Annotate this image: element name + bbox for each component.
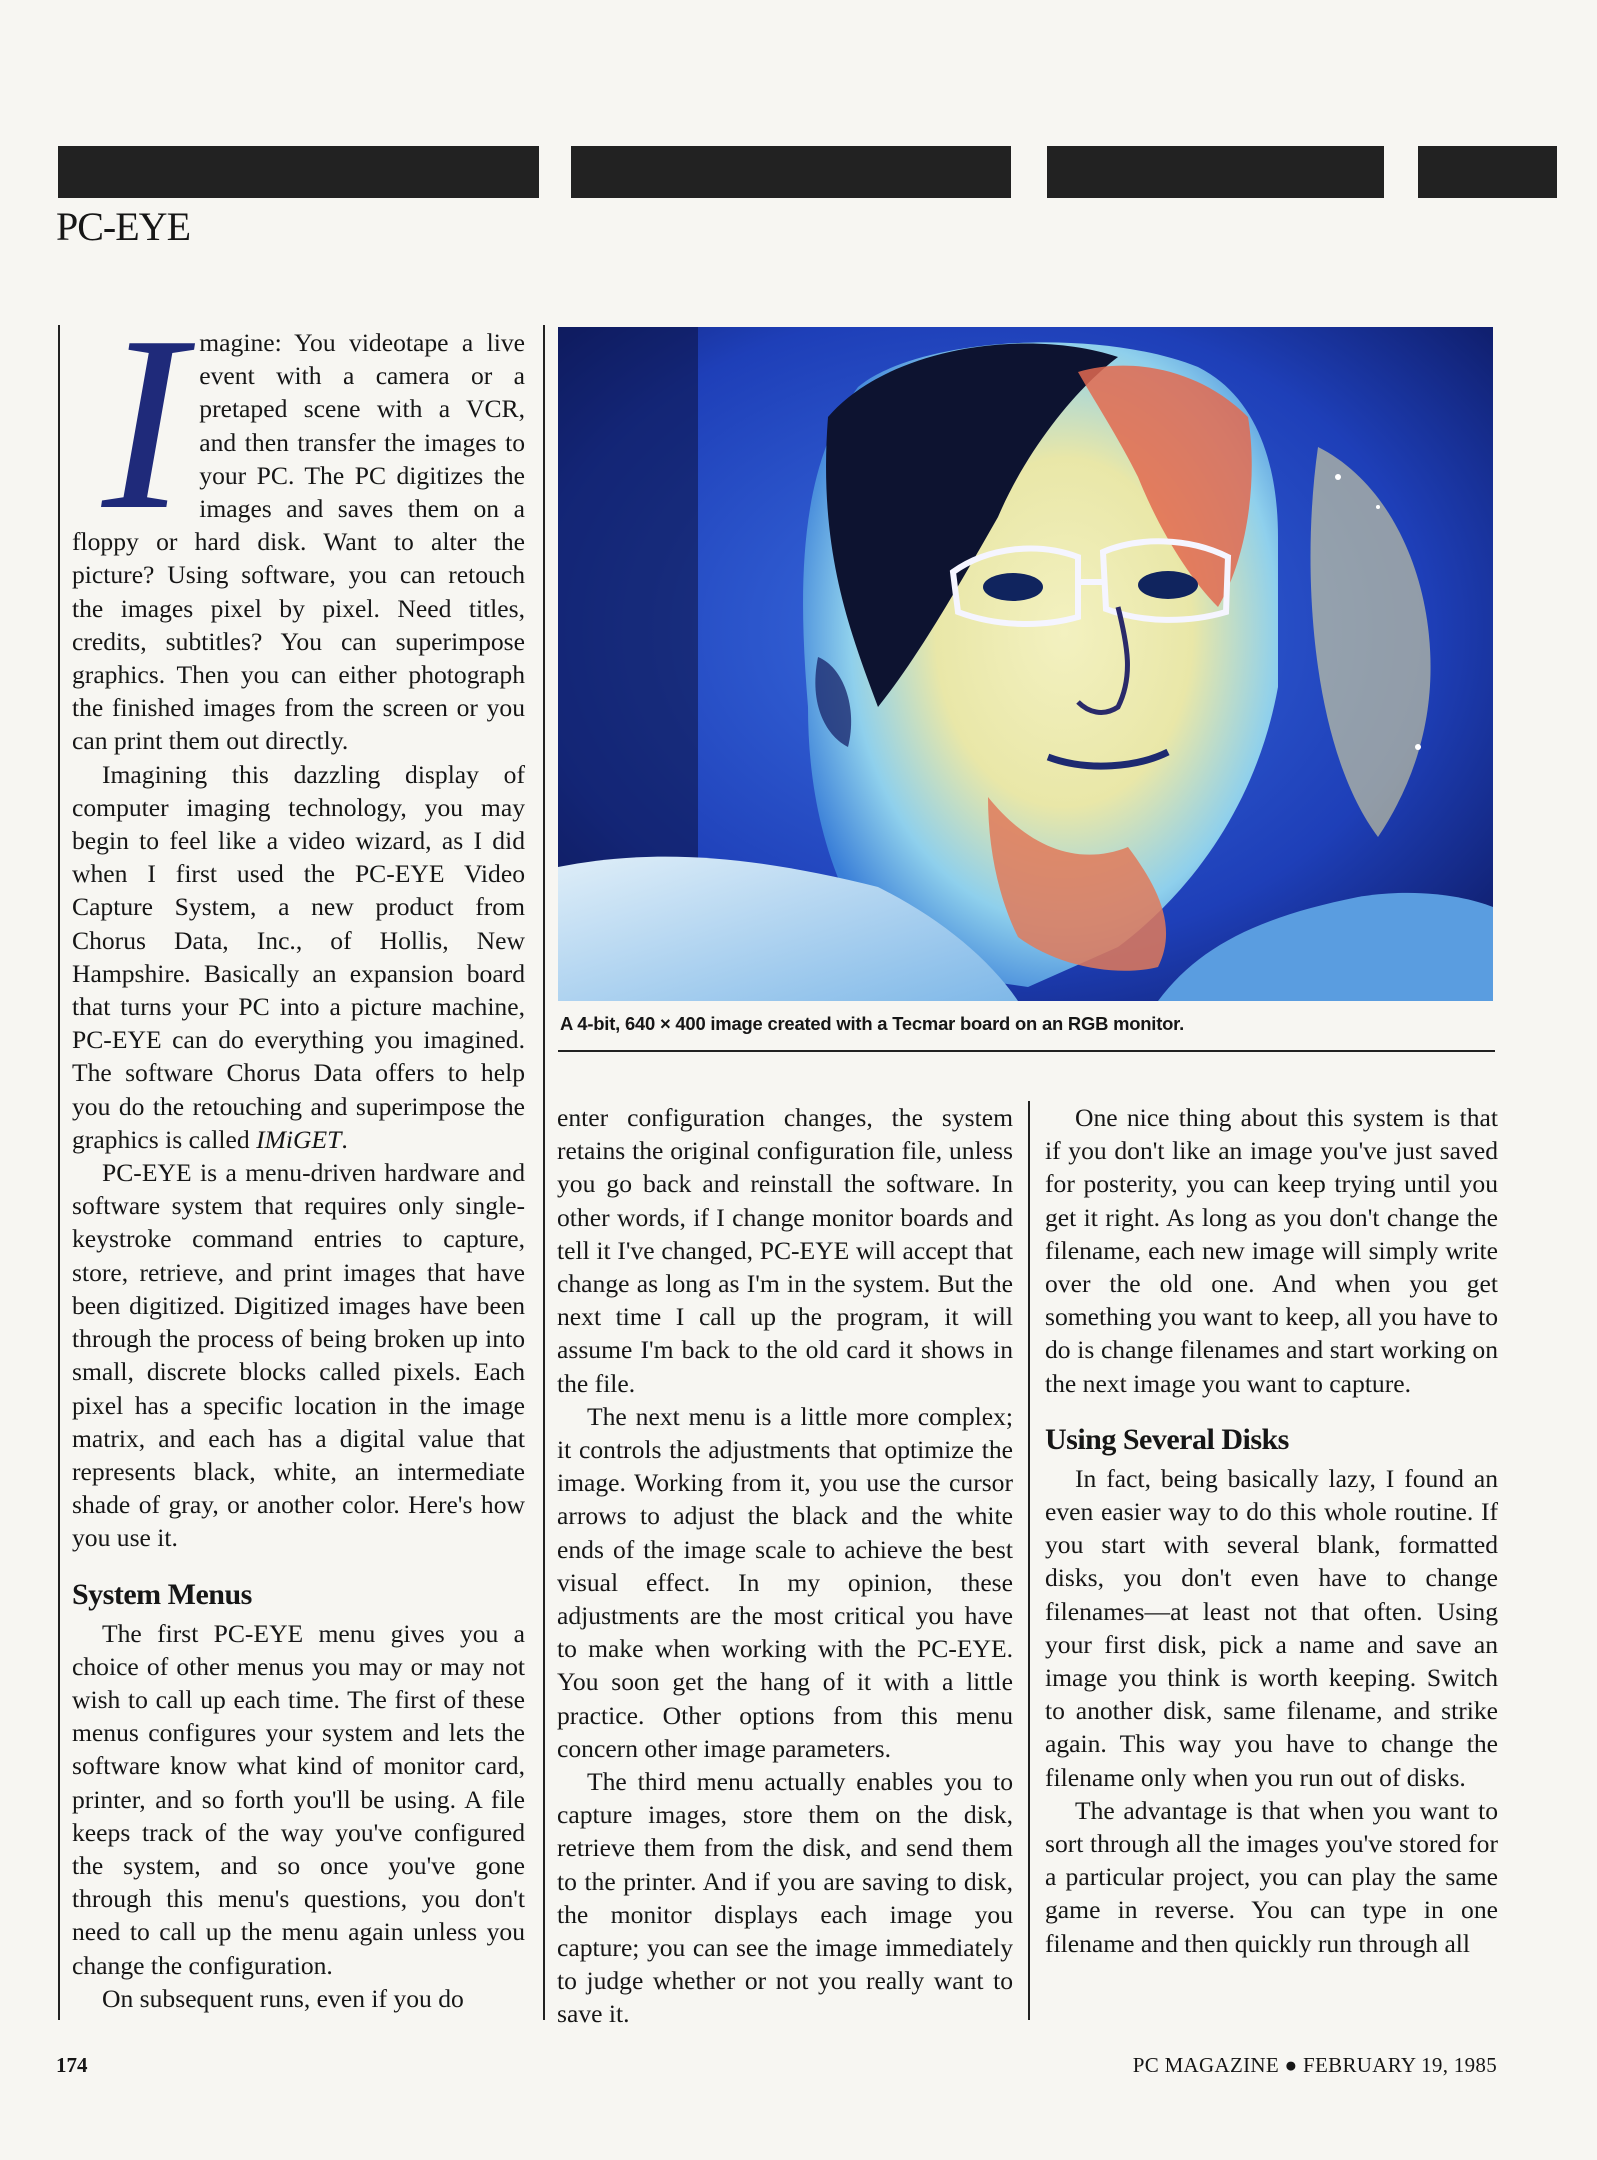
header-bar-3	[1047, 146, 1384, 198]
section-title: PC-EYE	[56, 204, 190, 249]
subheading-system-menus: System Menus	[72, 1577, 252, 1611]
paragraph: On subsequent runs, even if you do	[102, 1983, 464, 2013]
article-column-1	[72, 285, 525, 2015]
header-bar-1	[58, 146, 539, 198]
magazine-footer: PC MAGAZINE ● FEBRUARY 19, 1985	[1132, 2053, 1497, 2077]
paragraph: The next menu is a little more complex; it controls the adjustments that optimize the image. Working from it, you use the cursor arrows to adjust the black and the white ends of the image scale to achieve the best visual effect. In my opinion, these adjustments are the most critical you have to make when working with the PC-EYE. You soon get the hang of it with a little practice. Other options from this menu concern other image parameters.	[557, 1401, 1013, 1763]
paragraph: The advantage is that when you want to sort through all the images you've stored for a particular project, you can play the same game in reverse. You can type in one filename and then quickly run through all	[1045, 1795, 1498, 1958]
product-name: IMiGET	[256, 1124, 342, 1154]
header-bar-4	[1418, 146, 1557, 198]
paragraph: In fact, being basically lazy, I found an even easier way to do this whole routine. If you start with several blank, formatted disks, you don't even have to change filenames—at least not that often. Using your first disk, pick a name and save an image you think is worth keeping. Switch to another disk, same filename, and strike again. This way you have to change the filename only when you run out of disks.	[1045, 1463, 1498, 1792]
page-number: 174	[56, 2053, 88, 2077]
subheading-using-several-disks: Using Several Disks	[1045, 1422, 1289, 1456]
figure-caption: A 4-bit, 640 × 400 image created with a Tecmar board on an RGB monitor.	[560, 1013, 1185, 1034]
paragraph: The third menu actually enables you to capture images, store them on the disk, retrieve them from the disk, and send them to the printer. And if you are saving to disk, the monitor displays each image you capture; you can see the image immediately to judge whether or not you really want to save it.	[557, 1767, 1013, 2029]
paragraph: The first PC-EYE menu gives you a choice of other menus you may or may not wish to call up each time. The first of these menus configures your system and lets the software know what kind of monitor card, printer, and so forth you'll be using. A file keeps track of the way you've configured the system, and so once you've gone through this menu's questions, you don't need to call up the menu again unless you change the configuration.	[72, 1618, 525, 1980]
paragraph: magine: You videotape a live event with a camera or a pretaped scene with a VCR, and then transfer the images to your PC. The PC digitizes the images and saves them on a floppy or hard disk. Want to alter the picture? Using software, you can retouch the images pixel by pixel. Need titles, credits, subtitles? You can superimpose graphics. Then you can either photograph the finished images from the screen or you can print them out directly.	[72, 328, 525, 756]
column-rule-left	[58, 325, 60, 2020]
portrait-photo-figure	[558, 327, 1493, 1001]
column-rule-mid-top	[543, 325, 545, 2020]
paragraph: enter configuration changes, the system retains the original configuration file, unless you go back and reinstall the software. In other words, if I change monitor boards and tell it I've changed, PC-EYE will accept that change as long as I'm in the system. But the next time I call up the program, it will assume I'm back to the old card it shows in the file.	[557, 1103, 1013, 1398]
paragraph: PC-EYE is a menu-driven hardware and software system that requires only single-keystroke command entries to capture, store, retrieve, and print images that have been digitized. Digitized images have been through the process of being broken up into small, discrete blocks called pixels. Each pixel has a specific location in the image matrix, and each has a digital value that represents black, white, an intermediate shade of gray, or another color. Here's how you use it.	[72, 1158, 525, 1553]
article-column-2	[557, 1101, 1013, 2031]
portrait-photo	[558, 327, 1493, 1001]
drop-cap: I	[102, 285, 186, 562]
paragraph: Imagining this dazzling display of computer imaging technology, you may begin to feel like a video wizard, as I did when I first used the PC-EYE Video Capture System, a new product from Chorus Data, Inc., of Hollis, New Hampshire. Basically an expansion board that turns your PC into a picture machine, PC-EYE can do everything you imagined. The software Chorus Data offers to help you do the retouching and superimpose the graphics is called IMiGET.	[72, 759, 525, 1154]
header-bar-2	[571, 146, 1011, 198]
paragraph: One nice thing about this system is that if you don't like an image you've just saved for posterity, you can keep trying until you get it right. As long as you don't change the filename, each new image will simply write over the old one. And when you get something you want to keep, all you have to do is change filenames and start working on the next image you want to capture.	[1045, 1103, 1498, 1398]
article-column-3	[1045, 1101, 1498, 1960]
caption-rule	[558, 1050, 1495, 1052]
column-rule-right	[1028, 1101, 1030, 2020]
